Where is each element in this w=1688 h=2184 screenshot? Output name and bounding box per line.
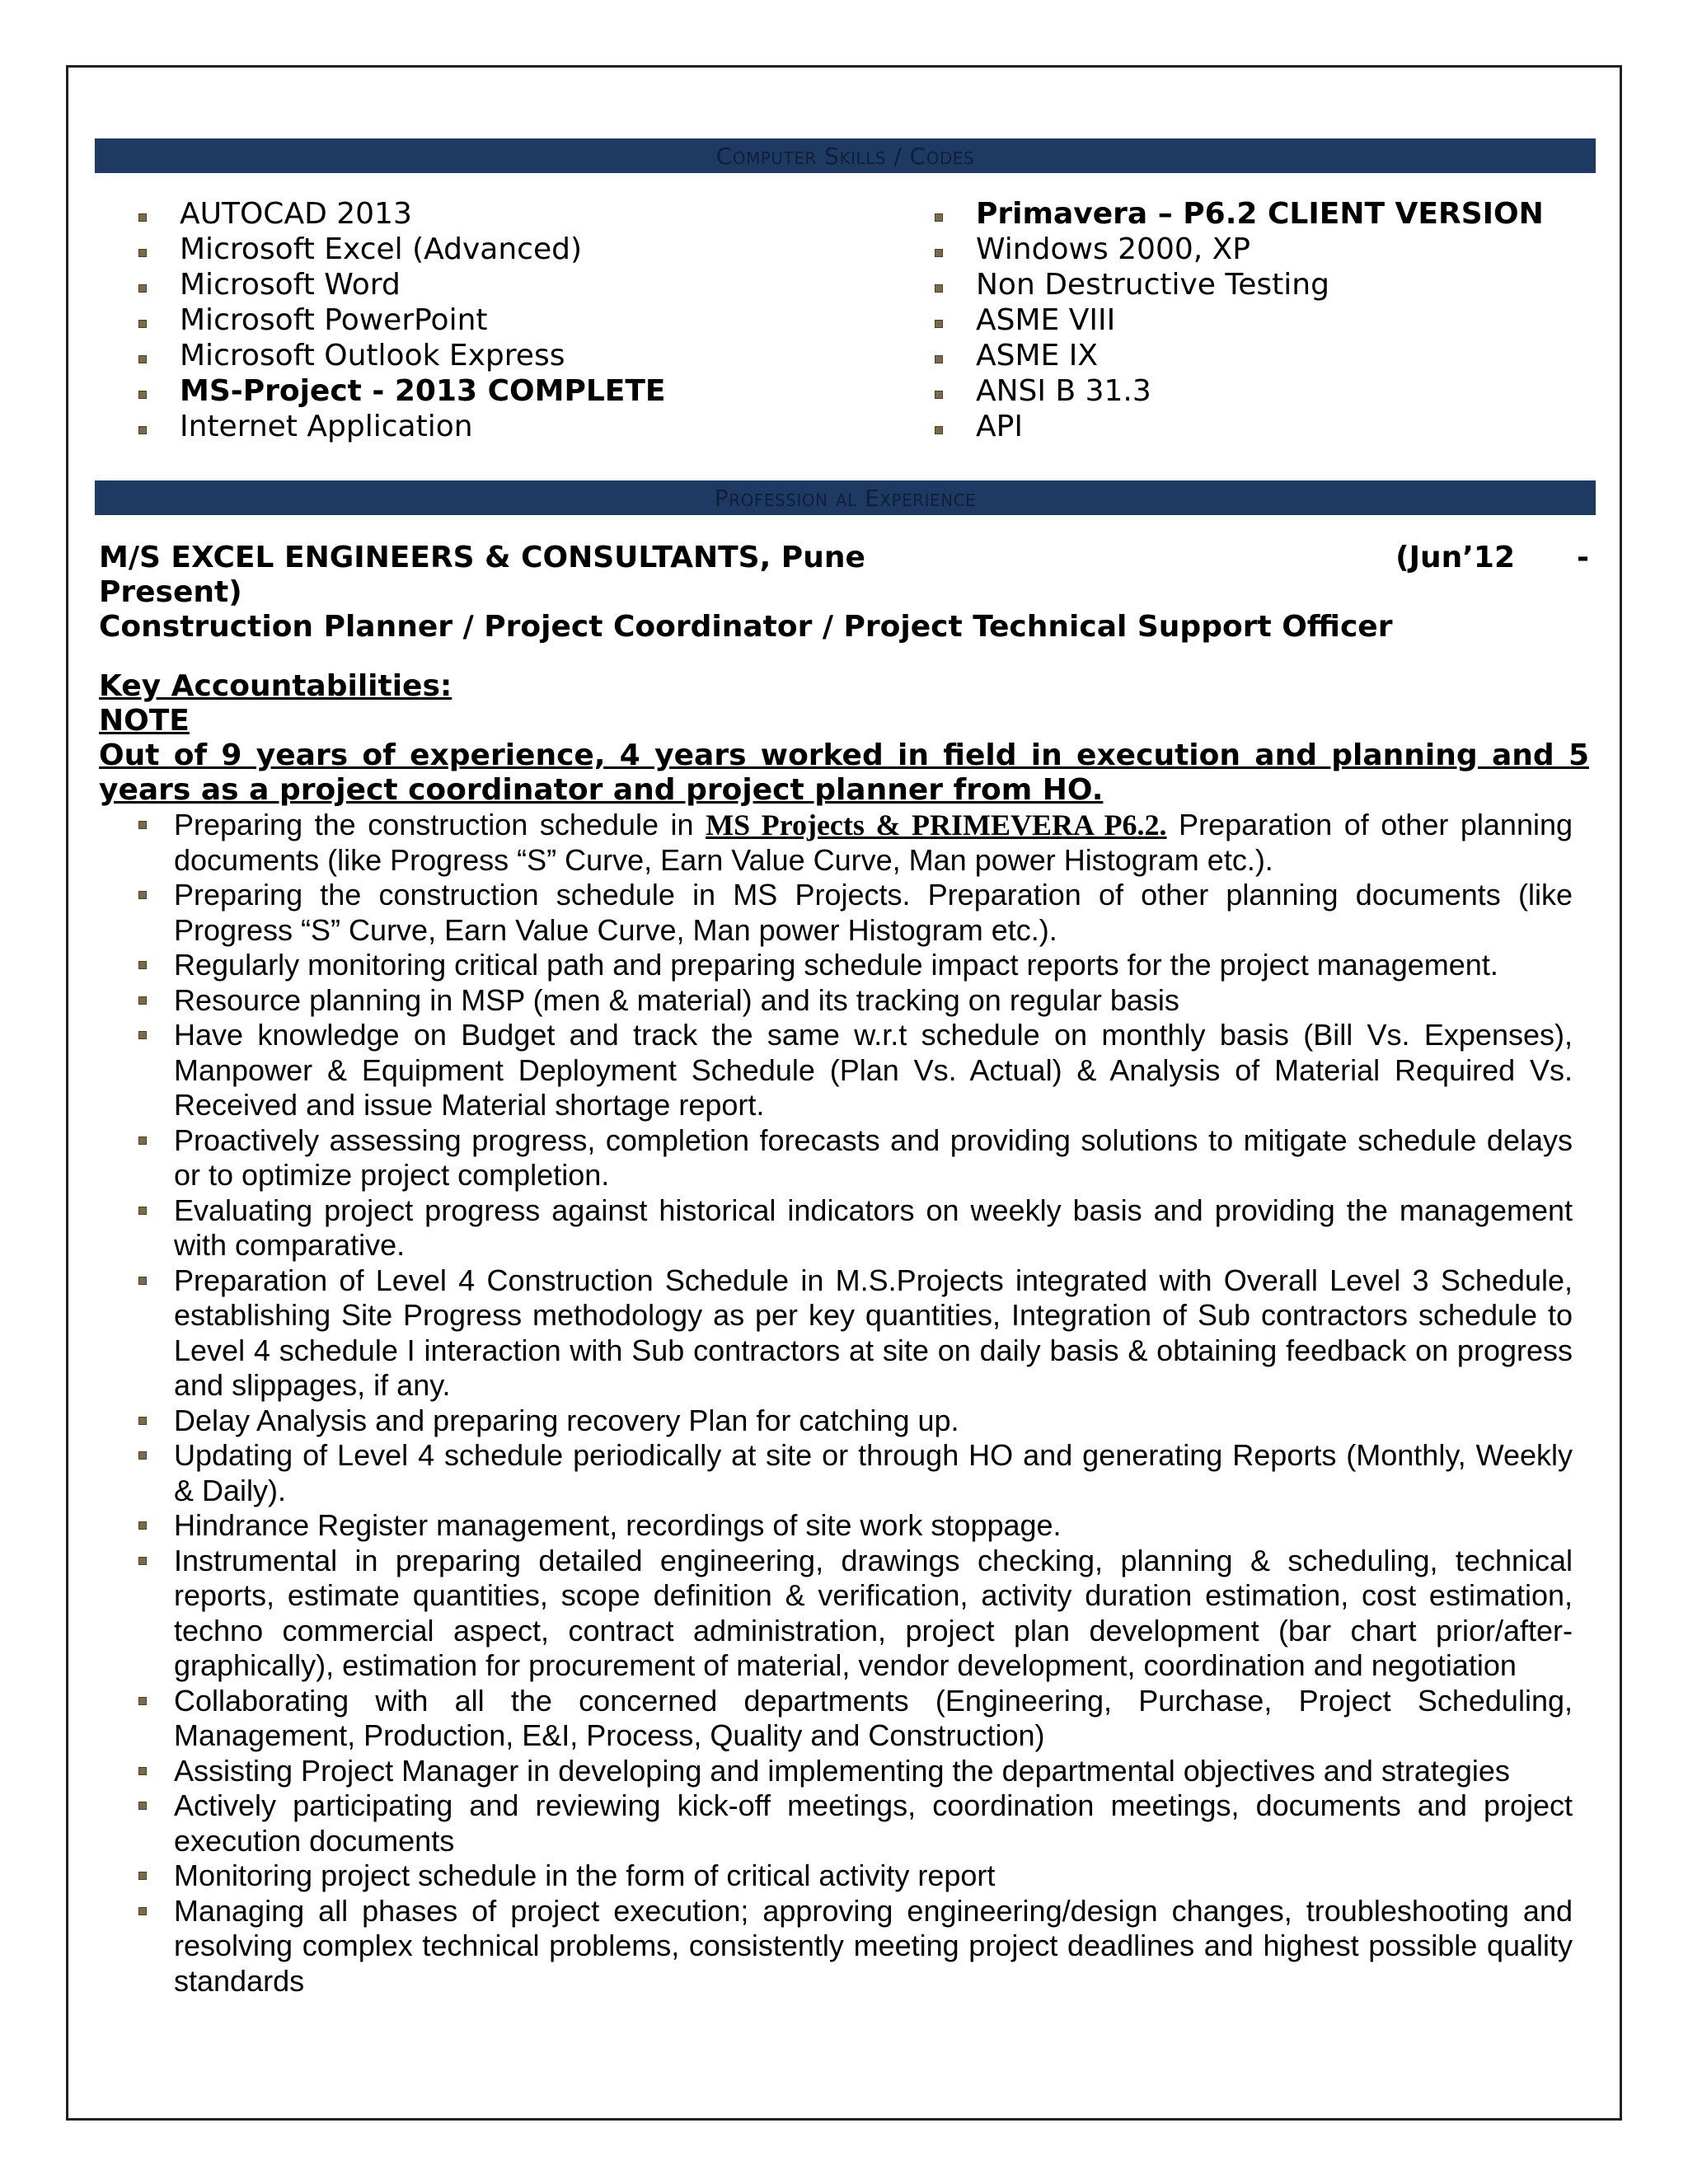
skill-item: MS-Project - 2013 COMPLETE [138,373,666,409]
bullet-icon [138,961,147,969]
skills-list-left [138,196,666,444]
bullet-icon [935,355,943,363]
bullet-icon [138,1031,147,1039]
company-name: M/S EXCEL ENGINEERS & CONSULTANTS, Pune [99,541,865,574]
section-header-professional-experience: Profession al Experience [95,480,1596,515]
list-item: Instrumental in preparing detailed engineering, drawings checking, planning & scheduling, technical reports, estimate quantities, scope definition & verification, activity duration estimation, cost estimation, techno commercial aspect, contract administration, project plan development (bar chart prior/after-graphically), estimation for procurement of material, vendor development, coordination and negotiation [138,1544,1589,1684]
bullet-icon [935,426,943,434]
list-item: Managing all phases of project execution; approving engineering/design changes, troubleshooting and resolving complex technical problems, consistently meeting project deadlines and highest possible quality standards [138,1894,1589,1999]
list-item: Evaluating project progress against historical indicators on weekly basis and providing the management with comparative. [138,1193,1589,1263]
list-item: Preparation of Level 4 Construction Schedule in M.S.Projects integrated with Overall Level 3 Schedule, establishing Site Progress methodology as per key quantities, Integration of Sub contractors schedule to Level 4 schedule I interaction with Sub contractors at site on daily basis & obtaining feedback on progress and slippages, if any. [138,1263,1589,1404]
list-item: Have knowledge on Budget and track the same w.r.t schedule on monthly basis (Bill Vs. Expenses), Manpower & Equipment Deployment Schedule (Plan Vs. Actual) & Analysis of Material Required Vs. Received and issue Material shortage report. [138,1018,1589,1123]
skill-item: ANSI B 31.3 [935,373,1544,409]
skill-item: Microsoft Outlook Express [138,338,666,373]
bullet-icon [138,1417,147,1425]
list-item: Preparing the construction schedule in MS Projects. Preparation of other planning documents (like Progress “S” Curve, Earn Value Curve, Man power Histogram etc.). [138,878,1589,948]
list-item: Actively participating and reviewing kick-off meetings, coordination meetings, documents and project execution documents [138,1788,1589,1858]
bullet-icon [138,1557,147,1565]
skill-item: Primavera – P6.2 CLIENT VERSION [935,196,1544,232]
list-item: Updating of Level 4 schedule periodically at site or through HO and generating Reports (Monthly, Weekly & Daily). [138,1438,1589,1508]
skill-item: ASME IX [935,338,1544,373]
skill-item: Windows 2000, XP [935,232,1544,267]
skill-item: Microsoft Word [138,267,666,302]
skill-item: Internet Application [138,409,666,444]
list-item: Collaborating with all the concerned departments (Engineering, Purchase, Project Scheduling, Management, Production, E&I, Process, Quality and Construction) [138,1684,1589,1754]
list-item: Hindrance Register management, recordings of site work stoppage. [138,1508,1589,1544]
bullet-icon [935,284,943,293]
bullet-icon [138,891,147,899]
skill-item: Microsoft Excel (Advanced) [138,232,666,267]
bullet-icon [138,1907,147,1915]
bullet-icon [138,1137,147,1145]
skill-item: API [935,409,1544,444]
bullet-icon [138,1277,147,1285]
bullet-icon [138,320,147,328]
bullet-icon [138,1697,147,1705]
bullet-icon [138,1451,147,1460]
bullet-icon [138,821,147,829]
note-label: NOTE [99,704,190,738]
section-header-computer-skills: Computer Skills / Codes [95,138,1596,173]
note-text: Out of 9 years of experience, 4 years worked in field in execution and planning and 5 years as a project coordinator and project planner from HO. [99,738,1589,807]
bullet-icon [138,249,147,257]
skill-item: AUTOCAD 2013 [138,196,666,232]
bullet-icon [138,1767,147,1775]
skill-item: Non Destructive Testing [935,267,1544,302]
skills-list-right [935,196,1544,444]
period-end: Present) [99,575,242,609]
list-item: Assisting Project Manager in developing and implementing the departmental objectives and strategies [138,1754,1589,1789]
company-line [99,541,1589,575]
experience-block [99,541,1589,1999]
bullet-icon [138,1872,147,1880]
list-item: Delay Analysis and preparing recovery Plan for catching up. [138,1404,1589,1439]
skill-item: Microsoft PowerPoint [138,302,666,338]
bullet-icon [138,996,147,1005]
key-accountabilities-heading: Key Accountabilities: [99,669,452,703]
skill-item: ASME VIII [935,302,1544,338]
bullet-icon [935,391,943,399]
list-item: Preparing the construction schedule in MS Projects & PRIMEVERA P6.2. Preparation of other planning documents (like Progress “S” Curve, Earn Value Curve, Man power Histogram etc.). [138,808,1589,878]
list-item: Regularly monitoring critical path and preparing schedule impact reports for the project management. [138,948,1589,983]
bullet-icon [138,1521,147,1530]
job-role: Construction Planner / Project Coordinator / Project Technical Support Officer [99,610,1393,644]
list-item: Monitoring project schedule in the form of critical activity report [138,1858,1589,1894]
bullet-icon [935,213,943,222]
bullet-icon [138,1207,147,1215]
bullet-icon [138,213,147,222]
accountabilities-list [138,808,1589,1999]
bullet-icon [138,284,147,293]
list-item: Resource planning in MSP (men & material) and its tracking on regular basis [138,983,1589,1019]
bullet-icon [935,249,943,257]
bullet-icon [138,355,147,363]
bullet-icon [935,320,943,328]
bullet-icon [138,1802,147,1810]
bullet-icon [138,426,147,434]
period-start: (Jun’12 - [1395,541,1589,574]
list-item: Proactively assessing progress, completion forecasts and providing solutions to mitigate schedule delays or to optimize project completion. [138,1123,1589,1193]
bullet-icon [138,391,147,399]
